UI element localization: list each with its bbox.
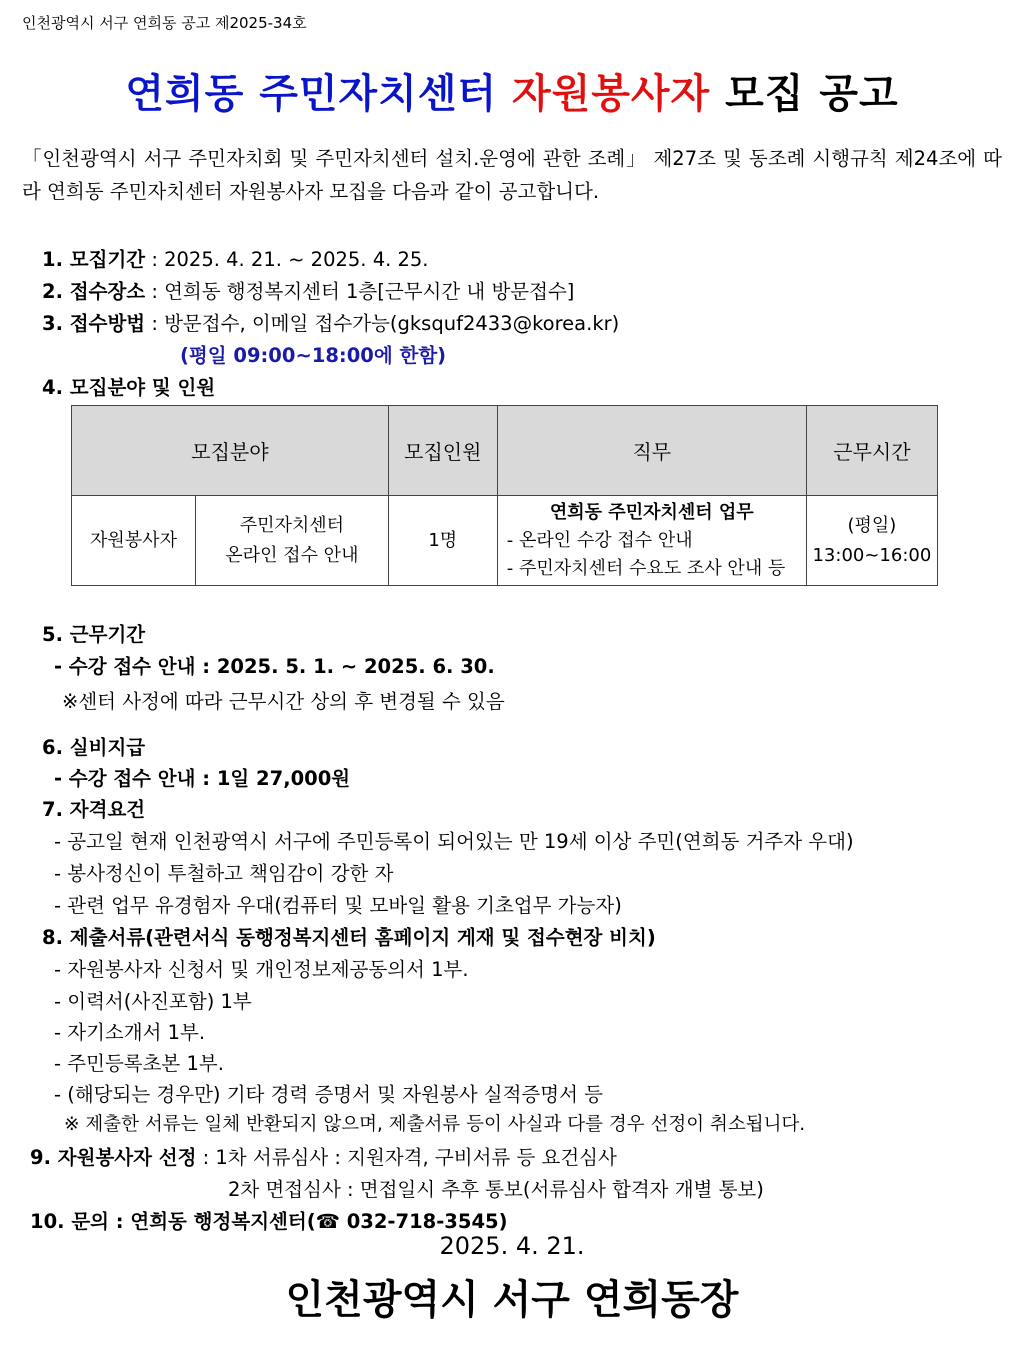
section-5-line: - 수강 접수 안내 : 2025. 5. 1. ~ 2025. 6. 30. [54, 655, 495, 678]
item-1-label: 1. 모집기간 [42, 248, 146, 271]
section-8-line-1: - 자원봉사자 신청서 및 개인정보제공동의서 1부. [54, 958, 469, 981]
hours-line-2: 13:00~16:00 [812, 544, 932, 566]
title-part-2: 자원봉사자 [511, 71, 711, 117]
section-8-line-3: - 자기소개서 1부. [54, 1021, 206, 1044]
item-1-value: : 2025. 4. 21. ~ 2025. 4. 25. [151, 248, 429, 271]
section-7-line-3: - 관련 업무 유경험자 우대(컴퓨터 및 모바일 활용 기초업무 가능자) [54, 894, 622, 917]
hours-line-1: (평일) [847, 514, 897, 536]
section-9-label: 9. 자원봉사자 선정 [30, 1146, 197, 1169]
section-10-phone: 032-718-3545) [339, 1210, 508, 1233]
section-7-label: 7. 자격요건 [42, 798, 146, 821]
duty-title: 연희동 주민자치센터 업무 [549, 501, 754, 523]
item-2-label: 2. 접수장소 [42, 280, 146, 303]
cell-field: 자원봉사자 [72, 496, 196, 586]
cell-detail [196, 496, 389, 586]
cell-duty [497, 496, 806, 586]
cell-hours [806, 496, 937, 586]
notice-date: 2025. 4. 21. [439, 1232, 585, 1260]
header-duty: 직무 [497, 406, 806, 496]
detail-line-2: 온라인 접수 안내 [225, 544, 359, 566]
title-part-3: 모집 공고 [725, 71, 899, 117]
duty-item-1: - 온라인 수강 접수 안내 [506, 529, 693, 551]
recruit-table [71, 405, 938, 586]
page-title [0, 62, 1024, 119]
section-9-line-1: : 1차 서류심사 : 지원자격, 구비서류 등 요건심사 [202, 1146, 617, 1169]
item-4-label: 4. 모집분야 및 인원 [42, 376, 216, 399]
section-9-line-2: 2차 면접심사 : 면접일시 추후 통보(서류심사 합격자 개별 통보) [228, 1178, 764, 1201]
section-8-line-2: - 이력서(사진포함) 1부 [54, 990, 252, 1013]
intro-paragraph: 「인천광역시 서구 주민자치회 및 주민자치센터 설치.운영에 관한 조례」 제27조 및 동조례 시행규칙 제24조에 따라 연희동 주민자치센터 자원봉사자 모집을 다음과 같이 공고합니다. [22, 147, 1002, 203]
item-2 [42, 276, 574, 304]
phone-icon: ☎ [315, 1210, 340, 1233]
section-8-label: 8. 제출서류(관련서식 동행정복지센터 홈페이지 게재 및 접수현장 비치) [42, 926, 656, 949]
cell-count: 1명 [388, 496, 497, 586]
item-3 [42, 308, 619, 336]
section-10-label: 10. 문의 : 연희동 행정복지센터( [30, 1210, 316, 1233]
section-7-line-1: - 공고일 현재 인천광역시 서구에 주민등록이 되어있는 만 19세 이상 주민(연희동 거주자 우대) [54, 830, 854, 853]
section-5-note: ※센터 사정에 따라 근무시간 상의 후 변경될 수 있음 [62, 690, 505, 713]
section-7-line-2: - 봉사정신이 투철하고 책임감이 강한 자 [54, 862, 394, 885]
item-3-label: 3. 접수방법 [42, 312, 146, 335]
issuer-name: 인천광역시 서구 연희동장 [285, 1277, 739, 1323]
table-row [72, 496, 938, 586]
item-3-value: : 방문접수, 이메일 접수가능(gksquf2433@korea.kr) [151, 312, 620, 335]
item-3-note: (평일 09:00~18:00에 한함) [180, 344, 447, 367]
section-8-line-4: - 주민등록초본 1부. [54, 1052, 224, 1075]
duty-item-2: - 주민자치센터 수요도 조사 안내 등 [506, 557, 786, 579]
title-part-1: 연희동 주민자치센터 [125, 71, 498, 117]
header-count: 모집인원 [388, 406, 497, 496]
section-10 [30, 1206, 508, 1234]
section-9 [30, 1142, 617, 1170]
section-8-line-5: - (해당되는 경우만) 기타 경력 증명서 및 자원봉사 실적증명서 등 [54, 1083, 603, 1106]
section-5-label: 5. 근무기간 [42, 623, 146, 646]
section-6-line: - 수강 접수 안내 : 1일 27,000원 [54, 767, 351, 790]
header-hours: 근무시간 [806, 406, 937, 496]
item-1 [42, 244, 429, 272]
section-6-label: 6. 실비지급 [42, 736, 146, 759]
notice-number: 인천광역시 서구 연희동 공고 제2025-34호 [22, 14, 307, 32]
item-2-value: : 연희동 행정복지센터 1층[근무시간 내 방문접수] [151, 280, 575, 303]
section-8-note: ※ 제출한 서류는 일체 반환되지 않으며, 제출서류 등이 사실과 다를 경우 선정이 취소됩니다. [64, 1114, 806, 1135]
detail-line-1: 주민자치센터 [239, 514, 345, 536]
header-field: 모집분야 [72, 406, 389, 496]
table-header-row [72, 406, 938, 496]
